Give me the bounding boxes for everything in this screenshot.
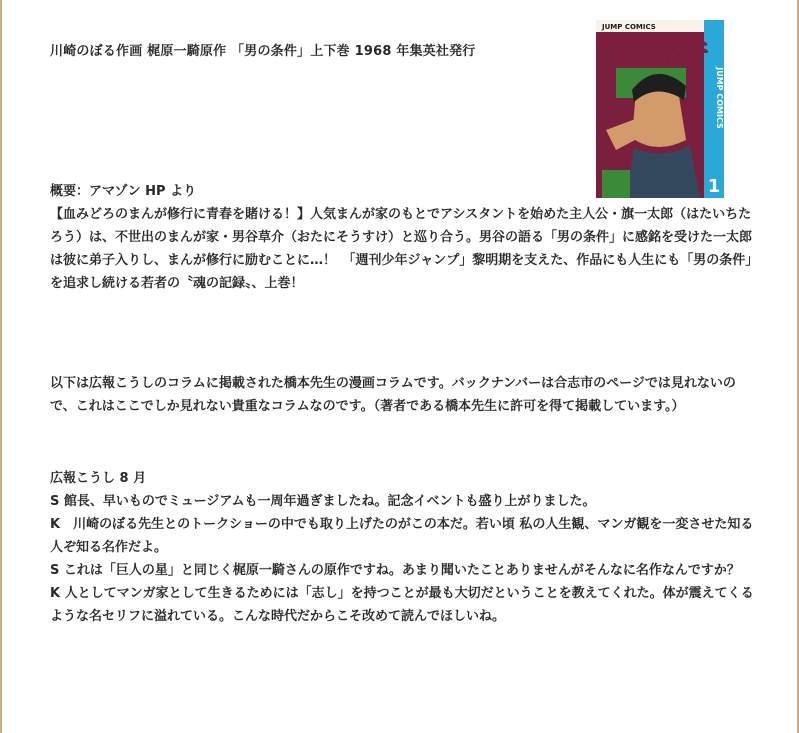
intro-section bbox=[50, 372, 755, 418]
column-line: K 川崎のぼる先生とのトークショーの中でも取り上げたのがこの本だ。若い頃 私の人生観、マンガ観を一変させた知る人ぞ知る名作だよ。 bbox=[50, 517, 754, 555]
cover-volume: 1 bbox=[707, 176, 721, 197]
column-line: K 人としてマンガ家として生きるためには「志し」を持つことが最も大切だということを教えてくれた。体が震えてくるような名セリフに溢れている。こんな時代だからこそ改めて読んでほしいね。 bbox=[50, 586, 754, 624]
summary-text: 【血みどろのまんが修行に青春を賭ける！】人気まんが家のもとでアシスタントを始めた主人公・旗一太郎（はたいちたろう）は、不世出のまんが家・男谷草介（おたにそうすけ）と巡り合う。男谷の語る「男の条件」に感銘を受けた一太郎は彼に弟子入りし、まんが修行に励むことに…！ 「週刊少年ジャンプ」黎明期を支えた、作品にも人生にも「男の条件」を追求し続ける若者の〝魂の記録〟、上巻！ bbox=[50, 207, 753, 291]
book-cover-image bbox=[596, 20, 724, 198]
column-line: S 館長、早いものでミュージアムも一周年過ぎましたね。記念イベントも盛り上がりました。 bbox=[50, 494, 596, 509]
summary-section bbox=[50, 180, 755, 295]
cover-spine-text: JUMP COMICS bbox=[715, 67, 724, 129]
column-section bbox=[50, 467, 755, 628]
cover-label: JUMP COMICS bbox=[602, 23, 656, 31]
column-title: 広報こうし 8 月 bbox=[50, 471, 147, 486]
column-line: S これは「巨人の星」と同じく梶原一騎さんの原作ですね。あまり聞いたことありませんがそんなに名作なんですか？ bbox=[50, 563, 740, 578]
book-credit: 川崎のぼる作画 梶原一騎原作 「男の条件」上下巻 1968 年集英社発行 bbox=[50, 44, 476, 59]
manga-cover-art bbox=[596, 20, 724, 198]
intro-text: 以下は広報こうしのコラムに掲載された橋本先生の漫画コラムです。バックナンバーは合志市のページでは見れないので、これはここでしか見れない貴重なコラムなのです。（著者である橋本先生に許可を得て掲載しています。） bbox=[50, 376, 736, 414]
summary-heading: 概要：アマゾン HP より bbox=[50, 184, 197, 199]
cover-title: 男の条件 bbox=[604, 37, 709, 67]
